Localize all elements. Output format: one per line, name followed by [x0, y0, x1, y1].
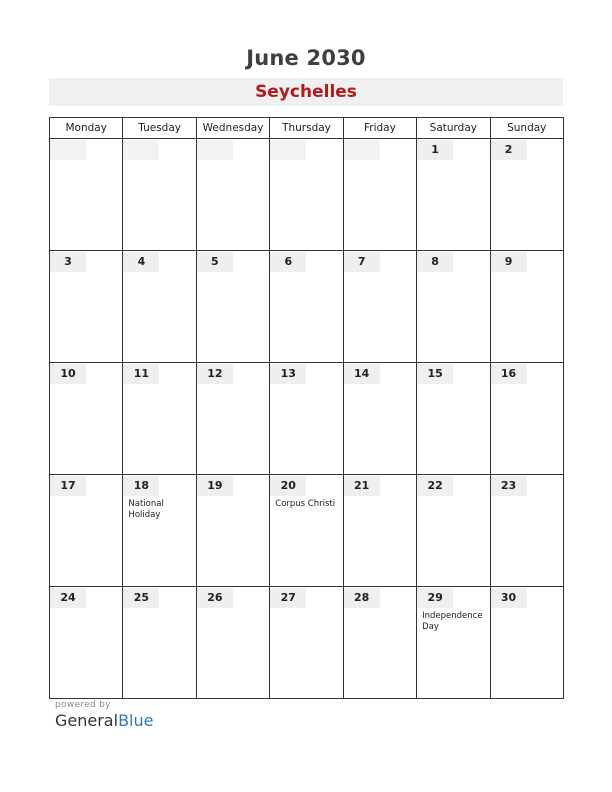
day-number: 16 [491, 364, 527, 384]
day-cell[interactable] [196, 475, 269, 587]
calendar-body [50, 139, 564, 699]
day-cell[interactable] [50, 139, 123, 251]
day-number: 15 [417, 364, 453, 384]
day-cell[interactable] [50, 363, 123, 475]
weekday-header: Wednesday [196, 118, 269, 139]
day-number: 29 [417, 588, 453, 608]
day-cell[interactable] [417, 475, 490, 587]
holiday-label: National Holiday [128, 499, 164, 520]
day-cell[interactable] [270, 251, 343, 363]
day-number: 30 [491, 588, 527, 608]
day-cell[interactable] [196, 587, 269, 699]
week-row [50, 475, 564, 587]
week-row [50, 251, 564, 363]
powered-by-text: powered by [55, 700, 111, 710]
day-cell[interactable] [490, 363, 563, 475]
weekday-header: Friday [343, 118, 416, 139]
day-cell[interactable] [123, 587, 196, 699]
weekday-header: Thursday [270, 118, 343, 139]
day-number: 13 [270, 364, 306, 384]
day-number: 8 [417, 252, 453, 272]
day-cell[interactable] [50, 251, 123, 363]
day-number [123, 140, 159, 160]
day-cell[interactable] [123, 251, 196, 363]
country-name: Seychelles [255, 82, 357, 102]
day-number: 21 [344, 476, 380, 496]
day-cell[interactable] [196, 251, 269, 363]
day-cell[interactable] [343, 251, 416, 363]
weekday-header-row [50, 118, 564, 139]
day-number: 3 [50, 252, 86, 272]
day-cell[interactable] [270, 363, 343, 475]
day-cell[interactable] [417, 251, 490, 363]
weekday-header: Tuesday [123, 118, 196, 139]
day-number: 14 [344, 364, 380, 384]
brand-general: General [55, 711, 119, 730]
day-cell[interactable] [343, 139, 416, 251]
day-number: 24 [50, 588, 86, 608]
holiday-label: Independence Day [422, 611, 483, 632]
day-cell[interactable] [490, 587, 563, 699]
day-number: 11 [123, 364, 159, 384]
calendar-grid [49, 117, 564, 699]
generalblue-logo[interactable] [55, 711, 153, 730]
weekday-header: Sunday [490, 118, 563, 139]
day-number: 19 [197, 476, 233, 496]
day-number: 18 [123, 476, 159, 496]
day-number [50, 140, 86, 160]
day-number: 25 [123, 588, 159, 608]
day-number: 17 [50, 476, 86, 496]
day-cell[interactable] [490, 475, 563, 587]
day-cell[interactable] [417, 587, 490, 699]
page-title: June 2030 [246, 46, 366, 70]
day-cell[interactable] [417, 139, 490, 251]
day-number [344, 140, 380, 160]
week-row [50, 363, 564, 475]
day-cell[interactable] [196, 139, 269, 251]
day-number: 12 [197, 364, 233, 384]
day-number: 7 [344, 252, 380, 272]
day-number: 20 [270, 476, 306, 496]
day-cell[interactable] [343, 363, 416, 475]
day-number [270, 140, 306, 160]
day-number: 2 [491, 140, 527, 160]
day-number: 28 [344, 588, 380, 608]
day-cell[interactable] [343, 587, 416, 699]
day-number: 22 [417, 476, 453, 496]
day-cell[interactable] [270, 139, 343, 251]
weekday-header: Monday [50, 118, 123, 139]
brand-blue: Blue [118, 711, 154, 730]
day-number: 1 [417, 140, 453, 160]
day-cell[interactable] [417, 363, 490, 475]
day-cell[interactable] [50, 475, 123, 587]
day-number: 27 [270, 588, 306, 608]
day-cell[interactable] [270, 475, 343, 587]
day-number: 10 [50, 364, 86, 384]
week-row [50, 587, 564, 699]
week-row [50, 139, 564, 251]
day-number: 5 [197, 252, 233, 272]
day-cell[interactable] [123, 475, 196, 587]
day-number: 23 [491, 476, 527, 496]
day-cell[interactable] [270, 587, 343, 699]
day-cell[interactable] [196, 363, 269, 475]
day-number [197, 140, 233, 160]
day-number: 4 [123, 252, 159, 272]
day-number: 6 [270, 252, 306, 272]
day-number: 26 [197, 588, 233, 608]
holiday-label: Corpus Christi [275, 499, 336, 509]
day-cell[interactable] [343, 475, 416, 587]
footer [55, 700, 153, 730]
day-number: 9 [491, 252, 527, 272]
day-cell[interactable] [490, 139, 563, 251]
weekday-header: Saturday [417, 118, 490, 139]
day-cell[interactable] [50, 587, 123, 699]
day-cell[interactable] [123, 363, 196, 475]
day-cell[interactable] [490, 251, 563, 363]
day-cell[interactable] [123, 139, 196, 251]
country-band [49, 78, 563, 106]
